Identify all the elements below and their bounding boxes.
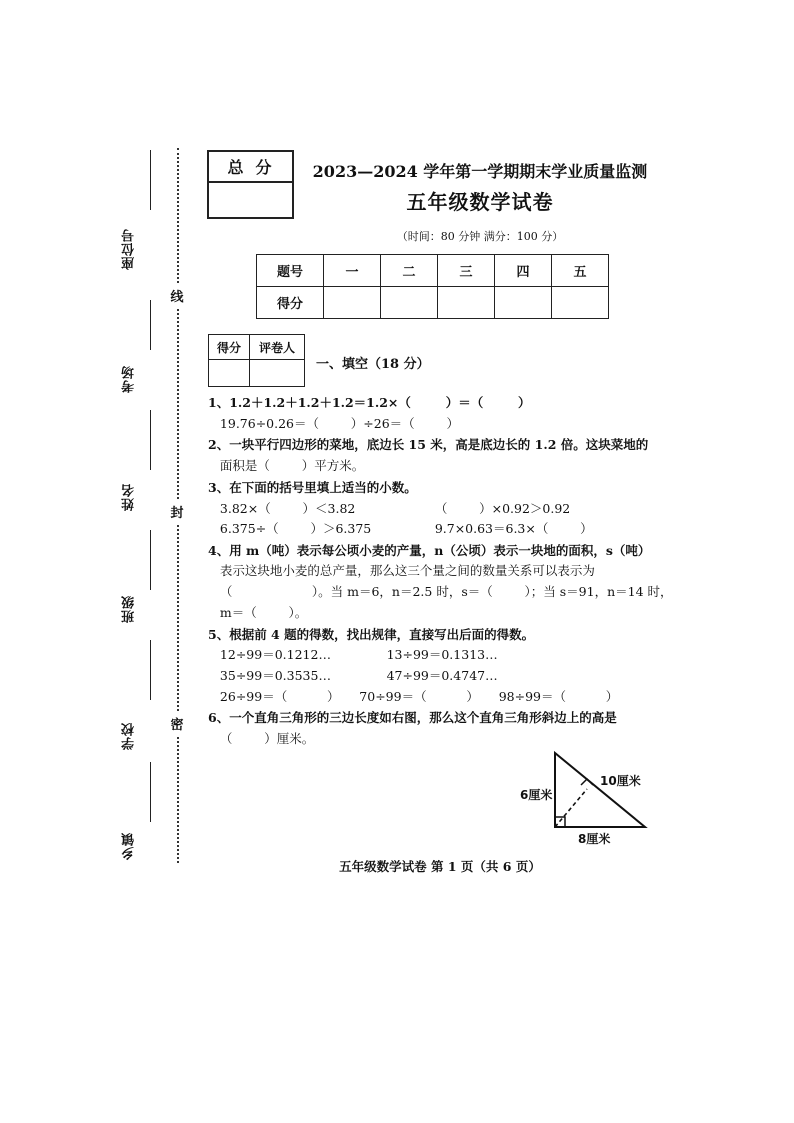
question-line: 5、根据前 4 题的得数，找出规律，直接写出后面的得数。 [208, 627, 535, 642]
question-line: 6.375÷（ ）＞6.375 9.7×0.63＝6.3×（ ） [208, 521, 593, 536]
question-line: 19.76÷0.26＝（ ）÷26＝（ ） [208, 416, 459, 431]
score-table-col: 五 [552, 255, 609, 287]
question-line: 6、一个直角三角形的三边长度如右图，那么这个直角三角形斜边上的高是 [208, 710, 617, 725]
score-cell[interactable] [324, 287, 381, 319]
score-cell[interactable] [495, 287, 552, 319]
right-triangle-figure [545, 745, 655, 835]
school-label: 学校 [122, 722, 137, 750]
question-line: 面积是（ ）平方米。 [208, 458, 365, 473]
exam-subtitle: 五年级数学试卷 [406, 190, 554, 214]
class-label: 班级 [122, 595, 137, 623]
town-label: 乡镇 [122, 832, 137, 860]
seat-number-label: 座位号 [122, 228, 137, 270]
altitude-line [555, 789, 587, 827]
score-table-col: 三 [438, 255, 495, 287]
score-table-score-row [257, 287, 609, 319]
question-line: m＝（ ）。 [208, 605, 308, 620]
score-table-row-header: 题号 [257, 255, 324, 287]
section-grader-box [208, 334, 305, 387]
grader-name-cell[interactable] [250, 360, 305, 387]
score-cell[interactable] [438, 287, 495, 319]
score-table-col: 一 [324, 255, 381, 287]
binding-line-school [150, 640, 151, 700]
question-line: （ ）厘米。 [208, 731, 315, 746]
exam-room-label: 考场 [122, 365, 137, 393]
total-score-box [207, 150, 294, 219]
question-line: 12÷99＝0.1212… 13÷99＝0.1313… [208, 647, 498, 662]
question-line: 2、一块平行四边形的菜地，底边长 15 米，高是底边长的 1.2 倍。这块菜地的 [208, 437, 649, 452]
score-cell[interactable] [381, 287, 438, 319]
question-line: 4、用 m（吨）表示每公顷小麦的产量，n（公顷）表示一块地的面积，s（吨） [208, 543, 651, 558]
question-line: 35÷99＝0.3535… 47÷99＝0.4747… [208, 668, 498, 683]
score-table [256, 254, 609, 319]
section-title: 一、填空（18 分） [316, 357, 430, 372]
score-table-row-header: 得分 [257, 287, 324, 319]
seal-char-seal: 封 [168, 500, 186, 523]
time-note: （时间：80 分钟 满分：100 分） [396, 230, 564, 243]
triangle-bottom-label: 8厘米 [578, 832, 611, 846]
question-line: 26÷99＝（ ） 70÷99＝（ ） 98÷99＝（ ） [208, 689, 619, 704]
triangle-outline [555, 753, 645, 827]
score-table-header-row [257, 255, 609, 287]
seal-char-secret: 密 [168, 712, 186, 735]
question-line: 1、1.2＋1.2＋1.2＋1.2＝1.2×（ ）＝（ ） [208, 395, 531, 410]
binding-line-seat [150, 150, 151, 210]
page-footer: 五年级数学试卷 第 1 页（共 6 页） [339, 859, 541, 874]
grader-name-label: 评卷人 [250, 335, 305, 360]
question-line: 3、在下面的括号里填上适当的小数。 [208, 480, 417, 495]
grader-score-cell[interactable] [209, 360, 250, 387]
score-table-col: 二 [381, 255, 438, 287]
total-score-label: 总分 [209, 152, 292, 183]
score-cell[interactable] [552, 287, 609, 319]
exam-title: 2023—2024 学年第一学期期末学业质量监测 [312, 162, 648, 181]
question-line: 表示这块地小麦的总产量，那么这三个量之间的数量关系可以表示为 [208, 563, 595, 578]
seal-char-line: 线 [168, 284, 186, 307]
triangle-left-label: 6厘米 [520, 788, 553, 802]
question-line: 3.82×（ ）＜3.82 （ ）×0.92＞0.92 [208, 501, 571, 516]
name-label: 姓名 [122, 483, 137, 511]
binding-line-name [150, 410, 151, 470]
triangle-hyp-label: 10厘米 [600, 774, 641, 788]
grader-score-label: 得分 [209, 335, 250, 360]
binding-line-room [150, 300, 151, 350]
binding-line-class [150, 530, 151, 590]
question-line: （ ）。当 m＝6，n＝2.5 时，s＝（ ）；当 s＝91，n＝14 时， [208, 584, 673, 599]
score-table-col: 四 [495, 255, 552, 287]
binding-line-town [150, 762, 151, 822]
